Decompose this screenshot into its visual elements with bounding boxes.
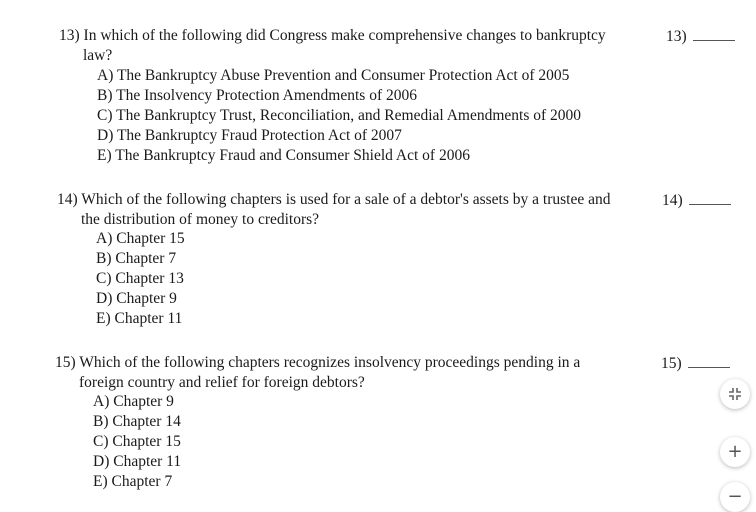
fit-to-page-button[interactable] bbox=[720, 379, 750, 409]
answer-line bbox=[689, 194, 731, 205]
answer-option: D) Chapter 9 bbox=[96, 290, 177, 307]
question-stem-line: 15) Which of the following chapters recognizes insolvency proceedings pending in a bbox=[55, 354, 581, 371]
answer-option: E) Chapter 7 bbox=[93, 473, 173, 490]
question-stem bbox=[57, 190, 610, 230]
answer-option: A) Chapter 9 bbox=[93, 393, 174, 410]
answer-number: 13) bbox=[666, 28, 687, 45]
question-stem bbox=[59, 26, 606, 66]
answer-options bbox=[93, 392, 181, 492]
question-stem-line: the distribution of money to creditors? bbox=[81, 211, 320, 228]
question-stem-line: foreign country and relief for foreign debtors? bbox=[79, 374, 365, 391]
answer-line bbox=[693, 30, 735, 41]
answer-option: C) Chapter 15 bbox=[93, 433, 181, 450]
answer-number: 14) bbox=[662, 192, 683, 209]
answer-option: D) Chapter 11 bbox=[93, 453, 182, 470]
zoom-in-button[interactable] bbox=[720, 437, 750, 467]
answer-option: E) Chapter 11 bbox=[96, 310, 183, 327]
answer-option: B) Chapter 7 bbox=[96, 250, 177, 267]
minus-icon: − bbox=[727, 486, 743, 507]
answer-option: E) The Bankruptcy Fraud and Consumer Shield Act of 2006 bbox=[97, 147, 470, 164]
answer-options bbox=[97, 66, 581, 166]
zoom-out-button[interactable] bbox=[720, 482, 750, 512]
question-stem-line: law? bbox=[83, 47, 113, 64]
answer-line bbox=[688, 357, 730, 368]
question-stem-line: 13) In which of the following did Congress make comprehensive changes to bankruptcy bbox=[59, 27, 606, 44]
answer-blank bbox=[662, 191, 731, 211]
fit-screen-icon bbox=[728, 387, 742, 401]
answer-option: A) The Bankruptcy Abuse Prevention and Consumer Protection Act of 2005 bbox=[97, 67, 570, 84]
answer-blank bbox=[661, 354, 730, 374]
question-stem-line: 14) Which of the following chapters is used for a sale of a debtor's assets by a trustee and bbox=[57, 191, 611, 208]
answer-number: 15) bbox=[661, 355, 682, 372]
plus-icon: + bbox=[727, 441, 743, 462]
answer-option: A) Chapter 15 bbox=[96, 230, 185, 247]
answer-options bbox=[96, 229, 185, 329]
answer-option: B) The Insolvency Protection Amendments of 2006 bbox=[97, 87, 417, 104]
answer-option: D) The Bankruptcy Fraud Protection Act of 2007 bbox=[97, 127, 402, 144]
answer-blank bbox=[666, 27, 735, 47]
answer-option: C) The Bankruptcy Trust, Reconciliation, and Remedial Amendments of 2000 bbox=[97, 107, 582, 124]
answer-option: C) Chapter 13 bbox=[96, 270, 184, 287]
question-stem bbox=[55, 353, 580, 393]
answer-option: B) Chapter 14 bbox=[93, 413, 181, 430]
